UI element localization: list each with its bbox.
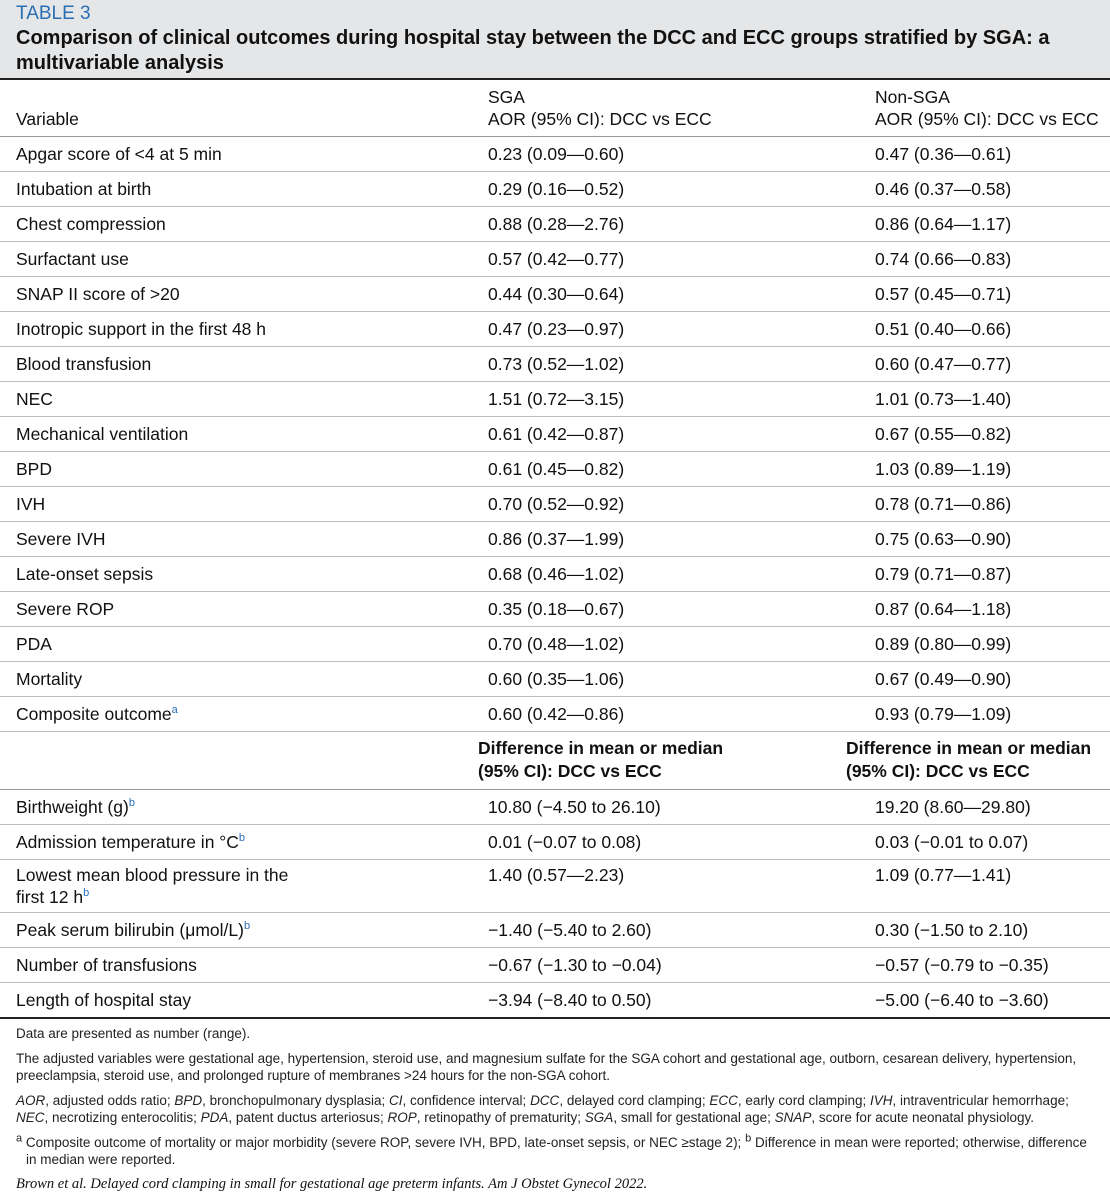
sga-value-cell [478,207,873,242]
nonsga-value-cell [873,172,1110,207]
table-row [0,487,1110,522]
abbreviation-term: IVH [869,1093,893,1108]
nonsga-value-cell [873,277,1110,312]
sga-value-cell [478,983,873,1019]
nonsga-value: 0.46 (0.37—0.58) [875,179,1012,199]
sga-value-cell [478,487,873,522]
abbreviation-term: ECC [709,1093,738,1108]
nonsga-value-cell [873,790,1110,825]
sga-value-cell [478,627,873,662]
nonsga-value: 1.09 (0.77—1.41) [875,865,1012,885]
sga-value-cell [478,860,873,913]
variable-cell [0,452,478,487]
sga-value: 0.61 (0.45—0.82) [488,459,625,479]
variable-cell [0,983,478,1019]
abbreviation-definition: , early cord clamping; [737,1093,870,1108]
sga-value: 0.35 (0.18—0.67) [488,599,625,619]
variable-cell [0,347,478,382]
footnote-marker: b [243,920,251,933]
sga-value-cell [478,697,873,732]
nonsga-value: 0.60 (0.47—0.77) [875,354,1012,374]
variable-name: Peak serum bilirubin (μmol/L) [16,920,244,940]
nonsga-value-cell [873,382,1110,417]
sga-value: 0.73 (0.52—1.02) [488,354,625,374]
table-row [0,242,1110,277]
nonsga-value-cell [873,983,1110,1019]
sga-value: 0.70 (0.48—1.02) [488,634,625,654]
variable-name: Severe ROP [16,599,115,619]
difference-header-sga-line2: (95% CI): DCC vs ECC [478,761,662,781]
variable-cell [0,417,478,452]
variable-name: IVH [16,494,46,514]
sga-value: −0.67 (−1.30 to −0.04) [488,955,662,975]
table-row [0,913,1110,948]
table-row [0,137,1110,172]
nonsga-value: −5.00 (−6.40 to −3.60) [875,990,1049,1010]
variable-cell [0,948,478,983]
variable-name: Inotropic support in the first 48 h [16,319,266,339]
nonsga-value-cell [873,948,1110,983]
nonsga-value: 0.67 (0.55—0.82) [875,424,1012,444]
table-row [0,627,1110,662]
nonsga-value: 0.75 (0.63—0.90) [875,529,1012,549]
sga-value-cell [478,592,873,627]
variable-cell [0,137,478,172]
footnote-marker: b [238,832,246,845]
nonsga-value-cell [873,662,1110,697]
nonsga-value-cell [873,312,1110,347]
table-row [0,522,1110,557]
variable-name-line2: first 12 h [16,887,84,907]
sga-value-cell [478,948,873,983]
nonsga-value: 0.30 (−1.50 to 2.10) [875,920,1029,940]
table-row [0,983,1110,1019]
sga-value-cell [478,662,873,697]
abbreviation-term: PDA [200,1110,229,1125]
sga-value-cell [478,557,873,592]
table-row [0,557,1110,592]
sga-value: 0.88 (0.28—2.76) [488,214,625,234]
difference-header-sga [478,732,873,790]
abbreviation-definition: , necrotizing enterocolitis; [44,1110,201,1125]
nonsga-value: −0.57 (−0.79 to −0.35) [875,955,1049,975]
sga-value: 0.23 (0.09—0.60) [488,144,625,164]
sga-value-cell [478,277,873,312]
difference-header-nonsga-line1: Difference in mean or median [846,738,1092,758]
sga-value: 1.40 (0.57—2.23) [488,865,625,885]
sga-value-cell [478,242,873,277]
variable-name: BPD [16,459,52,479]
nonsga-value-cell [873,242,1110,277]
variable-name: NEC [16,389,53,409]
nonsga-value-cell [873,913,1110,948]
variable-name: Blood transfusion [16,354,152,374]
sga-value-cell [478,347,873,382]
abbreviation-term: NEC [16,1110,45,1125]
abbreviations-note [16,1092,1094,1126]
nonsga-value-cell [873,137,1110,172]
variable-name: Admission temperature in °C [16,832,239,852]
sga-value-cell [478,172,873,207]
variable-name: Severe IVH [16,529,106,549]
column-header-sga-group: SGA [488,87,525,107]
table-row [0,790,1110,825]
variable-name: Composite outcome [16,704,172,724]
footnote-a: Composite outcome of mortality or major morbidity (severe ROP, severe IVH, BPD, late-onset sepsis, or NEC ≥stage 2); [25,1135,742,1150]
abbreviation-definition: , bronchopulmonary dysplasia; [202,1093,389,1108]
adjusted-variables-note: The adjusted variables were gestational age, hypertension, steroid use, and magnesium sulfate for the SGA cohort and gestational age, outborn, cesarean delivery, hypertension, preeclampsia, steroid use, and prolonged rupture of membranes >24 hours for the non-SGA cohort. [16,1051,1077,1083]
variable-name: Apgar score of <4 at 5 min [16,144,222,164]
footnote-marker: a [171,704,178,717]
sga-value: 0.47 (0.23—0.97) [488,319,625,339]
sga-value: 0.44 (0.30—0.64) [488,284,625,304]
variable-cell [0,592,478,627]
variable-name: Number of transfusions [16,955,197,975]
nonsga-value: 0.47 (0.36—0.61) [875,144,1012,164]
table-label: TABLE 3 [16,3,91,24]
table-row [0,417,1110,452]
variable-name: Mechanical ventilation [16,424,189,444]
table-row [0,860,1110,913]
sga-value-cell [478,312,873,347]
variable-cell [0,277,478,312]
table-row [0,172,1110,207]
footnote-b-mark: b [745,1132,752,1145]
difference-header-nonsga-line2: (95% CI): DCC vs ECC [846,761,1030,781]
difference-header-nonsga [846,732,1110,790]
table-row [0,452,1110,487]
abbreviation-term: AOR [16,1093,46,1108]
variable-name: Surfactant use [16,249,129,269]
variable-name: SNAP II score of >20 [16,284,180,304]
table-row [0,277,1110,312]
nonsga-value-cell [873,487,1110,522]
outcomes-table [0,80,1110,1019]
sga-value: 0.29 (0.16—0.52) [488,179,625,199]
nonsga-value-cell [873,417,1110,452]
footnotes [16,1134,1094,1168]
sga-value: 10.80 (−4.50 to 26.10) [488,797,661,817]
variable-cell [0,522,478,557]
abbreviation-term: SNAP [774,1110,812,1125]
column-header-nonsga-group: Non-SGA [875,87,950,107]
nonsga-value: 0.57 (0.45—0.71) [875,284,1012,304]
table-row [0,347,1110,382]
nonsga-value: 0.67 (0.49—0.90) [875,669,1012,689]
sga-value: 0.01 (−0.07 to 0.08) [488,832,642,852]
column-header-variable [0,80,478,137]
column-header-row [0,80,1110,137]
sga-value: 0.68 (0.46—1.02) [488,564,625,584]
abbreviation-definition: , patent ductus arteriosus; [228,1110,388,1125]
sga-value: 0.86 (0.37—1.99) [488,529,625,549]
abbreviation-definition: , delayed cord clamping; [559,1093,710,1108]
abbreviation-term: ROP [387,1110,417,1125]
variable-cell [0,860,478,913]
variable-cell [0,382,478,417]
variable-name: Length of hospital stay [16,990,192,1010]
abbreviation-definition: , confidence interval; [402,1093,531,1108]
abbreviation-definition: , score for acute neonatal physiology. [811,1110,1035,1125]
variable-cell [0,312,478,347]
footnote-marker: b [128,797,135,810]
variable-cell [0,242,478,277]
nonsga-value: 0.51 (0.40—0.66) [875,319,1012,339]
nonsga-value-cell [873,452,1110,487]
sga-value: 1.51 (0.72—3.15) [488,389,625,409]
nonsga-value: 0.87 (0.64—1.18) [875,599,1012,619]
abbreviation-term: BPD [174,1093,203,1108]
sga-value-cell [478,137,873,172]
abbreviation-definition: , retinopathy of prematurity; [416,1110,585,1125]
abbreviation-term: DCC [530,1093,560,1108]
column-header-sga-metric: AOR (95% CI): DCC vs ECC [488,109,712,129]
variable-cell [0,207,478,242]
table-row [0,207,1110,242]
table-row [0,825,1110,860]
variable-name: Mortality [16,669,83,689]
sga-value-cell [478,382,873,417]
abbreviation-definition: , adjusted odds ratio; [45,1093,175,1108]
table-row [0,312,1110,347]
variable-cell [0,697,478,732]
variable-cell [0,487,478,522]
difference-header-row [0,732,1110,790]
sga-value-cell [478,417,873,452]
nonsga-value-cell [873,860,1110,913]
variable-name: Birthweight (g) [16,797,129,817]
table-notes [0,1019,1110,1168]
variable-cell [0,790,478,825]
table-title: Comparison of clinical outcomes during hospital stay between the DCC and ECC groups stratified by SGA: a multivariable analysis [16,27,1050,74]
nonsga-value-cell [873,207,1110,242]
nonsga-value: 0.74 (0.66—0.83) [875,249,1012,269]
sga-value: 0.70 (0.52—0.92) [488,494,625,514]
column-header-nonsga [873,80,1110,137]
nonsga-value: 0.89 (0.80—0.99) [875,634,1012,654]
variable-cell [0,662,478,697]
table-row [0,662,1110,697]
variable-cell [0,557,478,592]
nonsga-value: 19.20 (8.60—29.80) [875,797,1031,817]
nonsga-value: 0.86 (0.64—1.17) [875,214,1012,234]
column-header-sga [478,80,873,137]
variable-cell [0,913,478,948]
column-header-variable-text: Variable [16,109,79,129]
variable-name: Intubation at birth [16,179,152,199]
variable-cell [0,825,478,860]
nonsga-value: 0.93 (0.79—1.09) [875,704,1012,724]
footnote-marker: b [83,887,90,900]
nonsga-value-cell [873,347,1110,382]
sga-value-cell [478,452,873,487]
table-row [0,948,1110,983]
abbreviation-definition: , small for gestational age; [613,1110,775,1125]
sga-value-cell [478,790,873,825]
difference-header-sga-line1: Difference in mean or median [478,738,724,758]
nonsga-value-cell [873,522,1110,557]
nonsga-value-cell [873,592,1110,627]
sga-value: −1.40 (−5.40 to 2.60) [488,920,652,940]
citation: Brown et al. Delayed cord clamping in small for gestational age preterm infants. Am J Obstet Gynecol 2022. [16,1176,648,1192]
nonsga-value: 1.03 (0.89—1.19) [875,459,1012,479]
table-row [0,697,1110,732]
variable-name-line1: Lowest mean blood pressure in the [16,865,289,885]
nonsga-value-cell [873,697,1110,732]
nonsga-value: 0.03 (−0.01 to 0.07) [875,832,1029,852]
difference-header-blank [0,732,478,790]
abbreviation-definition: , intraventricular hemorrhage; [892,1093,1069,1108]
sga-value: 0.60 (0.42—0.86) [488,704,625,724]
variable-name: Late-onset sepsis [16,564,154,584]
abbreviation-term: SGA [584,1110,614,1125]
footnote-b: Difference in mean were reported; otherwise, difference in median were reported. [26,1135,1087,1167]
nonsga-value-cell [873,557,1110,592]
sga-value: −3.94 (−8.40 to 0.50) [488,990,652,1010]
table-row [0,592,1110,627]
nonsga-value: 1.01 (0.73—1.40) [875,389,1012,409]
data-note: Data are presented as number (range). [16,1026,251,1041]
sga-value: 0.60 (0.35—1.06) [488,669,625,689]
variable-cell [0,627,478,662]
sga-value-cell [478,825,873,860]
column-header-nonsga-metric: AOR (95% CI): DCC vs ECC [875,109,1099,129]
sga-value: 0.57 (0.42—0.77) [488,249,625,269]
nonsga-value: 0.79 (0.71—0.87) [875,564,1012,584]
nonsga-value-cell [873,627,1110,662]
nonsga-value: 0.78 (0.71—0.86) [875,494,1012,514]
table-row [0,382,1110,417]
abbreviation-term: CI [388,1093,403,1108]
variable-cell [0,172,478,207]
sga-value: 0.61 (0.42—0.87) [488,424,625,444]
sga-value-cell [478,913,873,948]
nonsga-value-cell [873,825,1110,860]
sga-value-cell [478,522,873,557]
variable-name: PDA [16,634,52,654]
variable-name: Chest compression [16,214,166,234]
footnote-a-mark: a [16,1132,23,1145]
table-header-band [0,0,1110,78]
